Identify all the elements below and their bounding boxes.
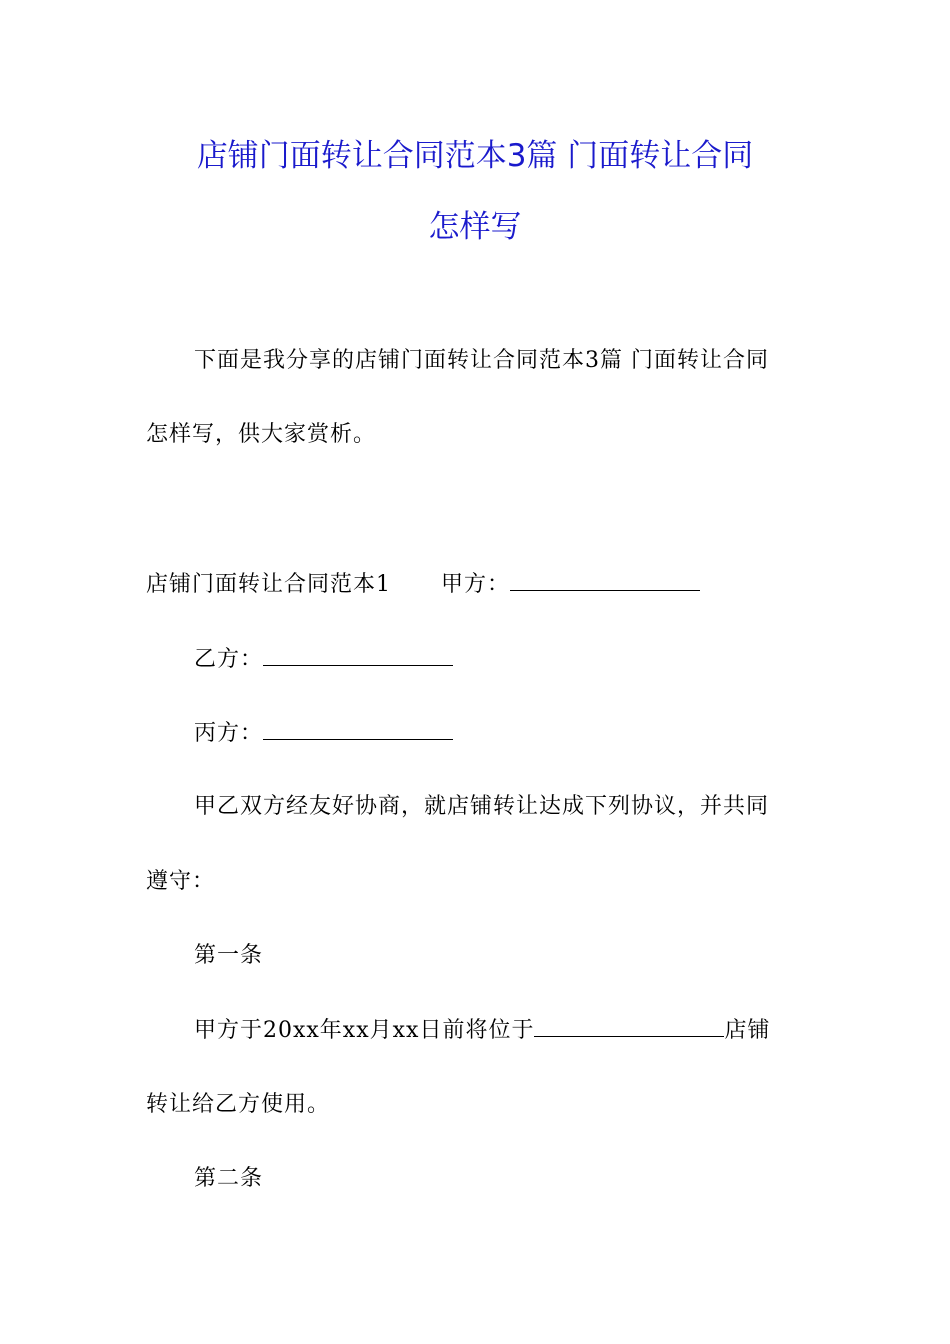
intro-text-line1: 下面是我分享的店铺门面转让合同范本3篇 门面转让合同	[194, 348, 769, 373]
party-c-row	[194, 719, 453, 748]
intro-text-line2: 怎样写，供大家赏析。	[146, 422, 377, 447]
party-b-row	[194, 645, 453, 674]
party-b-label: 乙方：	[194, 647, 264, 672]
party-a-blank	[510, 570, 700, 591]
party-b-blank	[263, 645, 453, 666]
party-c-label: 丙方：	[194, 721, 264, 746]
document-title-line1: 店铺门面转让合同范本3篇 门面转让合同	[196, 138, 754, 174]
agreement-text-line2: 遵守：	[146, 869, 216, 894]
article1-text-before: 甲方于20xx年xx月xx日前将位于	[194, 1018, 535, 1043]
article1-text-line1	[194, 1016, 770, 1045]
contract-heading: 店铺门面转让合同范本1	[146, 572, 391, 597]
article1-location-blank	[534, 1016, 724, 1037]
document-title-line2: 怎样写	[428, 209, 522, 245]
contract-heading-row	[146, 570, 700, 599]
party-a-label: 甲方：	[441, 572, 511, 597]
party-c-blank	[263, 719, 453, 740]
article1-text-line2: 转让给乙方使用。	[146, 1092, 331, 1117]
article1-text-after: 店铺	[724, 1018, 771, 1043]
article2-title: 第二条	[194, 1166, 264, 1191]
article1-title: 第一条	[194, 943, 264, 968]
agreement-text-line1: 甲乙双方经友好协商，就店铺转让达成下列协议，并共同	[194, 794, 770, 819]
